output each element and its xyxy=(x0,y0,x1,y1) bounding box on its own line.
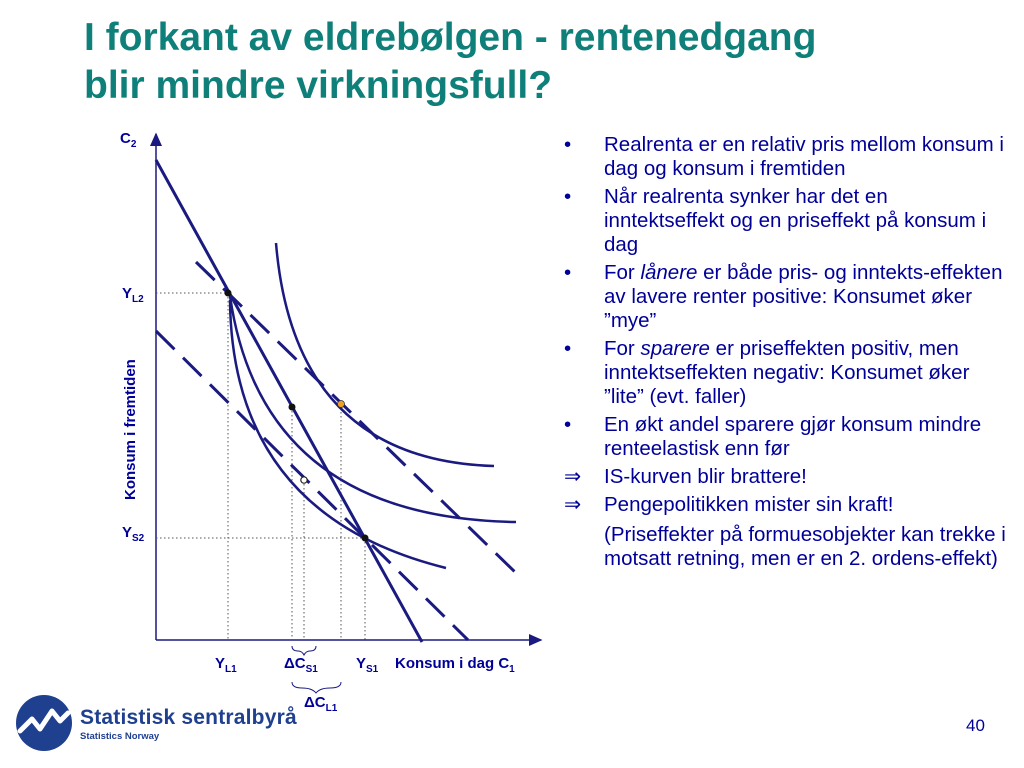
bullet-text: Når realrenta synker har det en inntektseffekt og en priseffekt på konsum i dag xyxy=(604,185,987,256)
brace-delta-cs1 xyxy=(292,646,316,655)
label-yl2: $Y_{L2}$ xyxy=(122,285,144,305)
guide-lines xyxy=(156,293,365,640)
bullet-item xyxy=(562,413,1012,461)
bullet-marker: • xyxy=(564,261,572,284)
bullet-marker: • xyxy=(564,337,572,360)
bullet-text: (Priseffekter på formuesobjekter kan trekke i motsatt retning, men er en 2. ordens-effekt) xyxy=(604,523,1006,570)
budget-line-dashed-lower xyxy=(156,331,468,640)
logo-subtitle: Statistics Norway xyxy=(80,731,160,742)
label-ys2: $Y_{S2}$ xyxy=(122,524,145,544)
bullet-item xyxy=(562,185,1012,257)
indifference-curve-outer xyxy=(276,243,494,466)
bullet-text: Realrenta er en relativ pris mellom konsum i dag og konsum i fremtiden xyxy=(604,133,1004,180)
bullet-marker: ⇒ xyxy=(564,493,582,516)
bullet-emphasis: lånere xyxy=(640,261,698,284)
bullet-item xyxy=(562,465,1012,489)
ssb-logo xyxy=(14,693,314,753)
point-tangent-orange xyxy=(338,401,345,408)
point-ys1-ys2 xyxy=(362,535,369,542)
label-yl1: $Y_{L1}$ xyxy=(215,655,237,675)
ssb-logo-icon xyxy=(14,693,74,753)
bullet-text: er både pris- og inntekts-effekten av lavere renter positive: Konsumet øker ”mye” xyxy=(604,261,1003,332)
label-delta-cl1: $\Delta C_{L1}$ xyxy=(304,694,338,714)
point-borrower-new xyxy=(289,404,296,411)
point-yl1-yl2 xyxy=(225,290,232,297)
bullet-item xyxy=(562,337,1012,409)
bullet-item xyxy=(562,133,1012,181)
budget-line-steep xyxy=(156,160,422,642)
label-delta-cs1: $\Delta C_{S1}$ xyxy=(284,655,318,675)
bullet-text: For xyxy=(604,261,641,284)
bullet-marker: • xyxy=(564,185,572,208)
bullet-emphasis: sparere xyxy=(640,337,710,360)
y-axis-label: $C_2$ xyxy=(120,130,137,150)
title-line-1: I forkant av eldrebølgen - rentenedgang xyxy=(84,16,817,59)
bullet-text: En økt andel sparere gjør konsum mindre renteelastisk enn før xyxy=(604,413,982,460)
title-line-2: blir mindre virkningsfull? xyxy=(84,64,553,107)
bullet-item xyxy=(562,493,1012,517)
label-ys1: $Y_{S1}$ xyxy=(356,655,379,675)
bullet-marker: • xyxy=(564,133,572,156)
bullet-list xyxy=(562,133,1012,575)
bullet-text: IS-kurven blir brattere! xyxy=(604,465,807,488)
y-axis-title: Konsum i fremtiden xyxy=(122,359,139,500)
bullet-text: Pengepolitikken mister sin kraft! xyxy=(604,493,894,516)
bullet-text: er priseffekten positiv, men inntektseffekten negativ: Konsumet øker ”lite” (evt. faller) xyxy=(604,337,970,408)
bullet-item xyxy=(562,523,1012,571)
logo-name: Statistisk sentralbyrå xyxy=(80,706,297,729)
bullet-marker: • xyxy=(564,413,572,436)
point-saver-hollow xyxy=(301,477,307,483)
indifference-curve-inner xyxy=(230,300,446,568)
bullet-marker: ⇒ xyxy=(564,465,582,488)
x-axis-label: Konsum i dag $C_1$ xyxy=(395,655,515,675)
indifference-curve-middle xyxy=(230,296,516,522)
brace-delta-cl1 xyxy=(292,682,341,693)
bullet-text: For xyxy=(604,337,641,360)
page-number: 40 xyxy=(966,716,985,735)
bullet-item xyxy=(562,261,1012,333)
